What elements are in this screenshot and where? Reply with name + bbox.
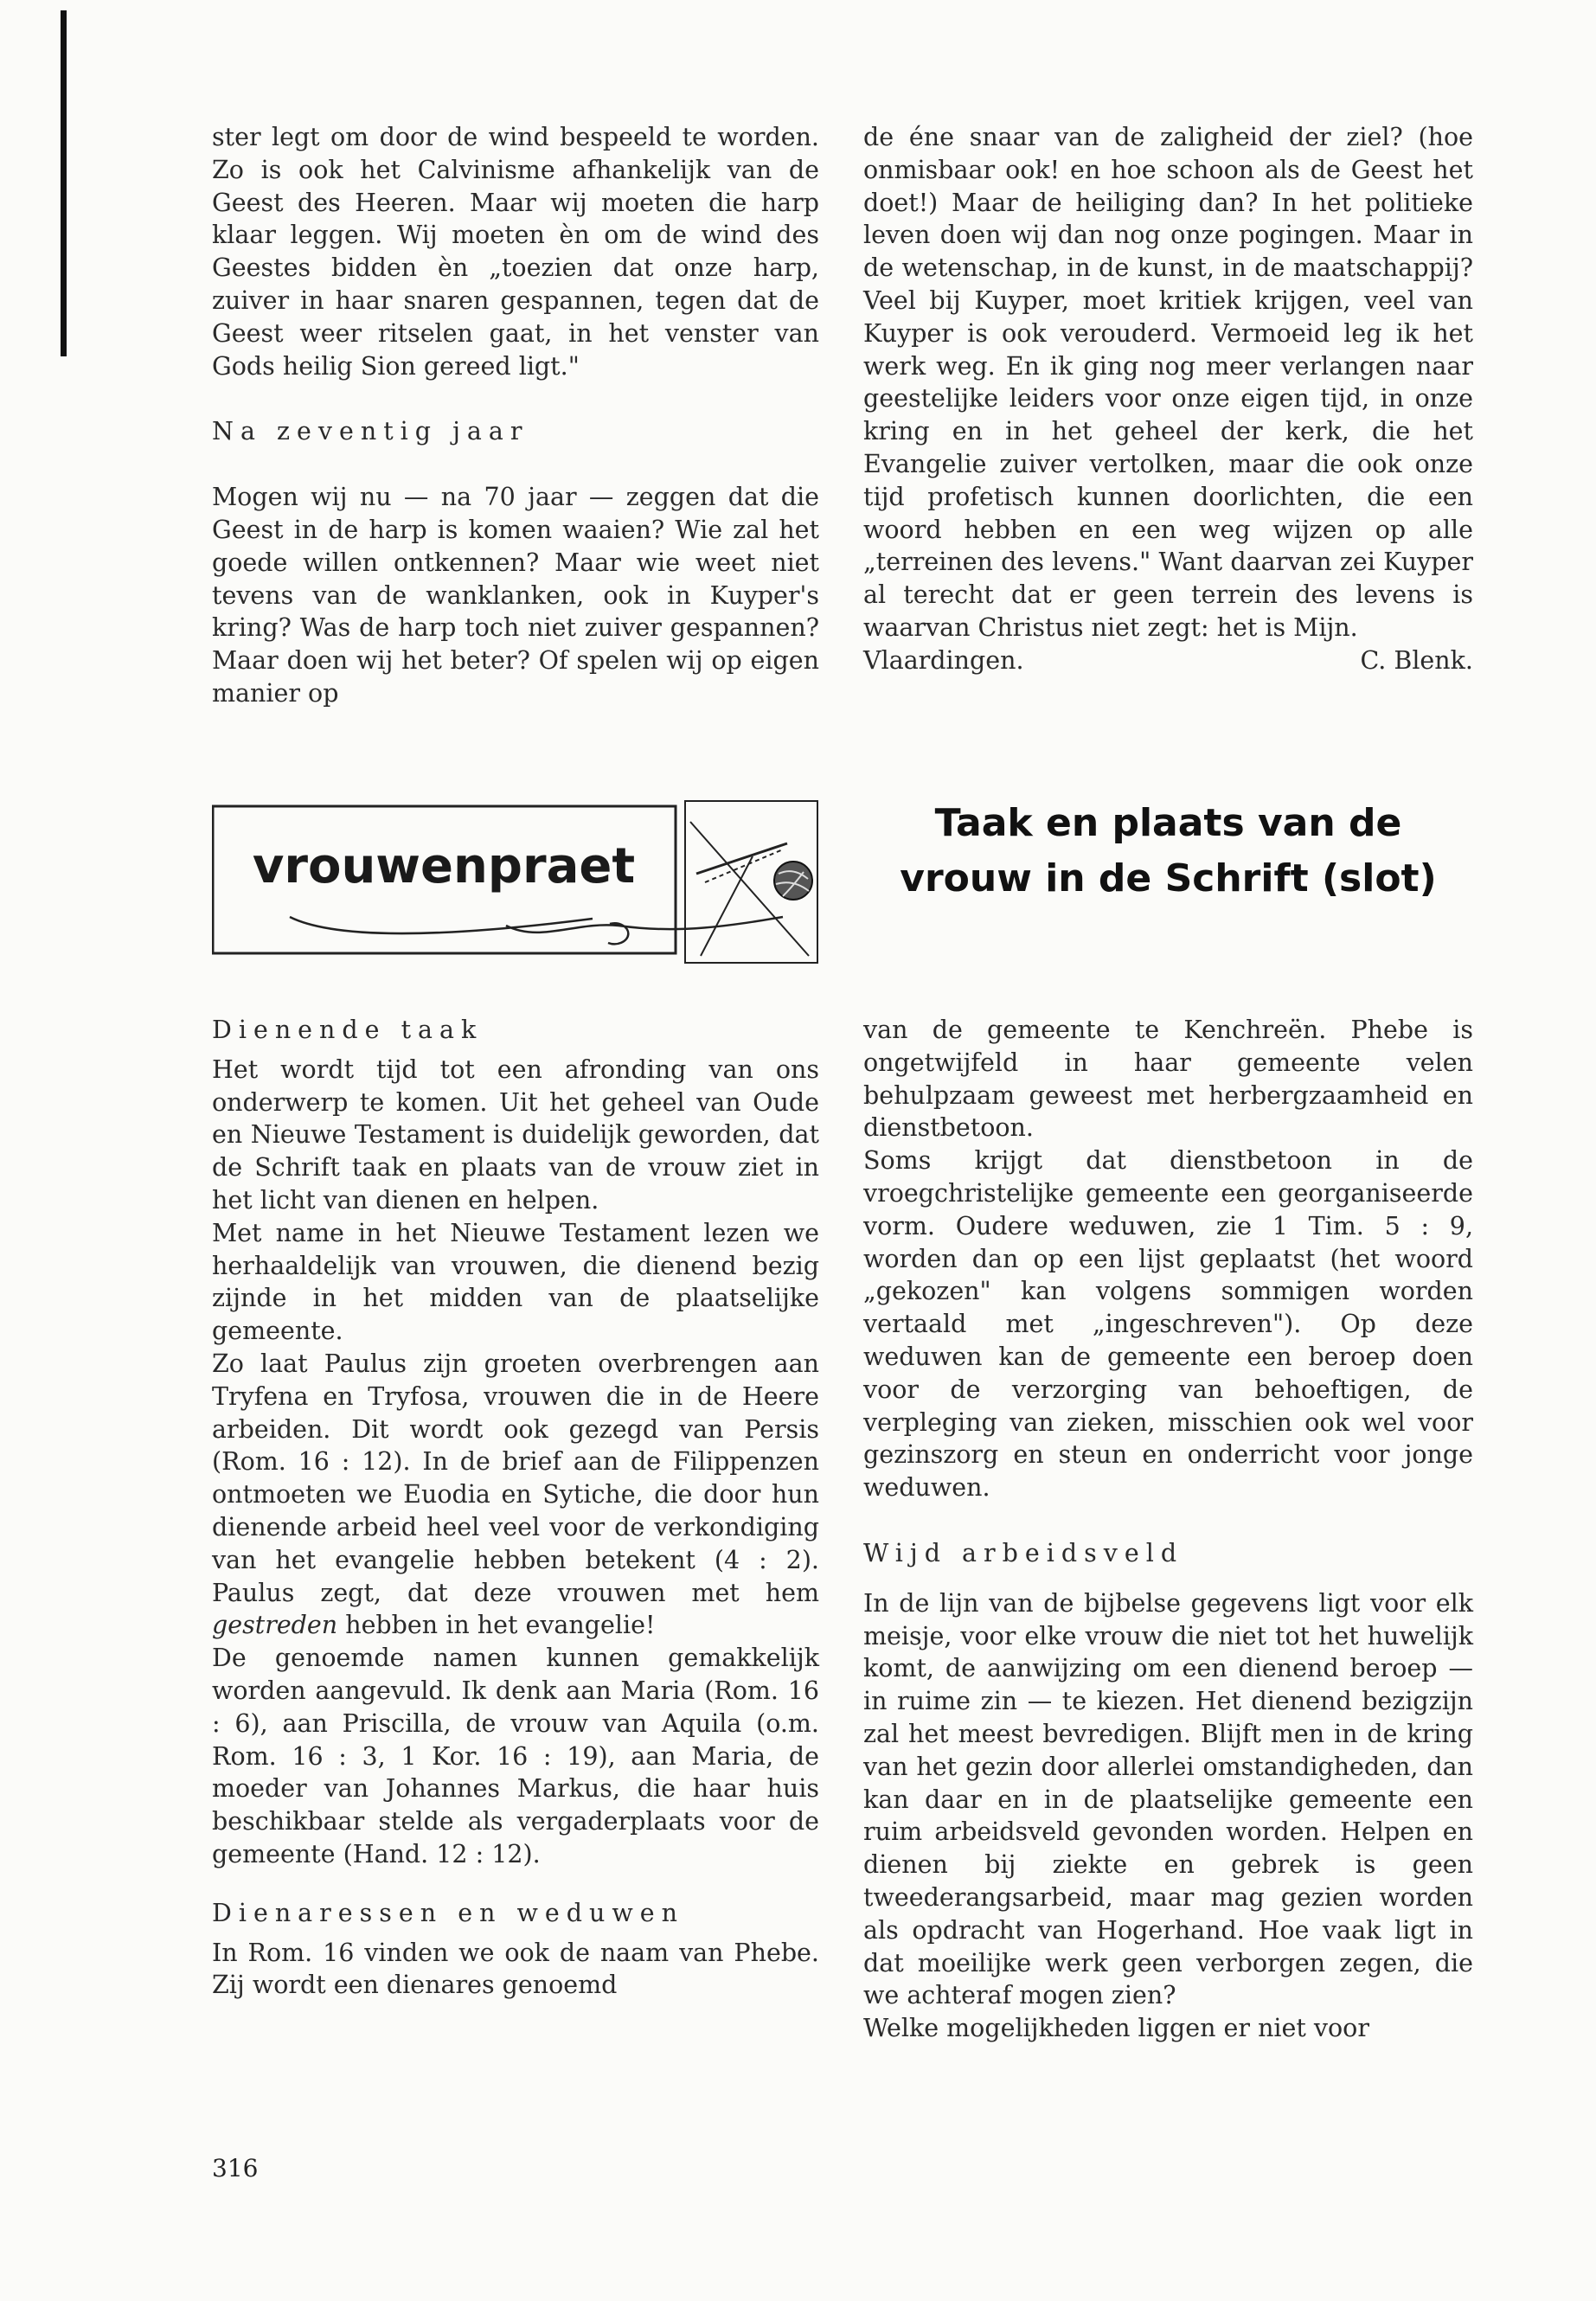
- vrouwenpraet-logo: [212, 796, 819, 965]
- paragraph: Soms krijgt dat dienstbetoon in de vroegchristelijke gemeente een georganiseerde vorm. Oudere weduwen, zie 1 Tim. 5 : 9, worden dan op een lijst geplaatst (het woord „gekozen" kan volgens sommigen worden vertaald met „ingeschreven"). Op deze weduwen kan de gemeente een beroep doen voor de verzorging van behoeftigen, de verpleging van zieken, misschien ook wel voor gezinszorg en steun en onderricht voor jonge weduwen.: [863, 1146, 1473, 1503]
- signature-line: [863, 644, 1473, 677]
- paragraph: De genoemde namen kunnen gemakkelijk worden aangevuld. Ik denk aan Maria (Rom. 16 : 6), aan Priscilla, de vrouw van Aquila (o.m. Rom. 16 : 3, 1 Kor. 16 : 19), aan Maria, de moeder van Johannes Markus, die haar huis beschikbaar stelde als vergaderplaats voor de gemeente (Hand. 12 : 12).: [212, 1644, 819, 1868]
- page-number: 316: [212, 2154, 259, 2182]
- paragraph: de éne snaar van de zaligheid der ziel? (hoe onmisbaar ook! en hoe schoon als de Geest het doet!) Maar de heiliging dan? In het politieke leven doen wij dan nog onze pogingen. Maar in de wetenschap, in de kunst, in de maatschappij? Veel bij Kuyper, moet kritiek krijgen, veel van Kuyper is ook verouderd. Vermoeid leg ik het werk weg. En ik ging nog meer verlangen naar geestelijke leiders voor onze eigen tijd, in onze kring en in het geheel der kerk, die het Evangelie zuiver vertolken, maar die ook onze tijd profetisch kunnen doorlichten, die een woord hebben en een weg wijzen op alle „terreinen des levens." Want daarvan zei Kuyper al terecht dat er geen terrein des levens is waarvan Christus niet zegt: het is Mijn.: [863, 123, 1473, 642]
- section-heading: Dienaressen en weduwen: [212, 1898, 684, 1927]
- paragraph: In Rom. 16 vinden we ook de naam van Phebe. Zij wordt een dienares genoemd: [212, 1938, 819, 2000]
- text-run: Zo laat Paulus zijn groeten overbrengen aan Tryfena en Tryfosa, vrouwen die in de Heere arbeiden. Dit wordt ook gezegd van Persis (Rom. 16 : 12). In de brief aan de Filippenzen ontmoeten we Euodia en Sytiche, die door hun dienende arbeid heel veel voor de verkondiging van het evangelie hebben betekent (4 : 2). Paulus zegt, dat deze vrouwen met hem: [212, 1349, 819, 1607]
- article-headline: [863, 796, 1473, 907]
- headline-line-2: vrouw in de Schrift (slot): [900, 856, 1437, 901]
- paragraph: Mogen wij nu — na 70 jaar — zeggen dat die Geest in de harp is komen waaien? Wie zal het goede willen ontkennen? Maar wie weet niet tevens van de wanklanken, ook in Kuyper's kring? Was de harp toch niet zuiver gespannen? Maar doen wij het beter? Of spelen wij op eigen manier op: [212, 483, 819, 708]
- paragraph: Met name in het Nieuwe Testament lezen we herhaaldelijk van vrouwen, die dienend bezig zijnde in het midden van de plaatselijke gemeente.: [212, 1218, 819, 1346]
- section-heading: Dienende taak: [212, 1016, 484, 1044]
- paragraph: Het wordt tijd tot een afronding van ons onderwerp te komen. Uit het geheel van Oude en Nieuwe Testament is duidelijk geworden, dat de Schrift taak en plaats van de vrouw ziet in het licht van dienen en helpen.: [212, 1054, 819, 1215]
- paragraph: ster legt om door de wind bespeeld te worden. Zo is ook het Calvinisme afhankelijk van de Geest des Heeren. Maar wij moeten die harp klaar leggen. Wij moeten èn om de wind des Geestes bidden èn „toezien dat onze harp, zuiver in haar snaren gespannen, tegen dat de Geest weer ritselen gaat, in het venster van Gods heilig Sion gereed ligt.": [212, 123, 819, 381]
- top-right-column: [863, 121, 1473, 677]
- bottom-left-column: [212, 1014, 819, 2002]
- emphasis: gestreden: [212, 1611, 338, 1640]
- paragraph: In de lijn van de bijbelse gegevens ligt voor elk meisje, voor elke vrouw die niet tot het huwelijk komt, de aanwijzing om een dienend beroep — in ruime zin — te kiezen. Het dienend bezigzijn zal het meest bevredigen. Blijft men in de kring van het gezin door allerlei omstandigheden, dan kan daar en in de plaatselijke gemeente een ruim arbeidsveld gevonden worden. Helpen en dienen bij ziekte en gebrek is geen tweederangsarbeid, maar mag gezien worden als opdracht van Hogerhand. Hoe vaak ligt in dat moeilijke werk geen verborgen zegen, die we achteraf mogen zien?: [863, 1588, 1473, 2010]
- author: C. Blenk.: [1360, 645, 1473, 675]
- paragraph: van de gemeente te Kenchreën. Phebe is ongetwijfeld in haar gemeente velen behulpzaam geweest met herbergzaamheid en dienstbetoon.: [863, 1016, 1473, 1143]
- paragraph: Welke mogelijkheden liggen er niet voor: [863, 2014, 1369, 2043]
- text-run: hebben in het evangelie!: [337, 1611, 656, 1640]
- headline-line-1: Taak en plaats van de: [934, 801, 1402, 845]
- top-left-column: [212, 121, 819, 710]
- logo-text: vrouwenpraet: [252, 838, 636, 894]
- place: Vlaardingen.: [863, 645, 1024, 675]
- paragraph: [212, 1348, 819, 1642]
- scan-edge-bar: [61, 10, 67, 356]
- section-heading: Na zeventig jaar: [212, 417, 529, 446]
- bottom-right-column: [863, 1014, 1473, 2045]
- section-heading: Wijd arbeidsveld: [863, 1538, 1184, 1567]
